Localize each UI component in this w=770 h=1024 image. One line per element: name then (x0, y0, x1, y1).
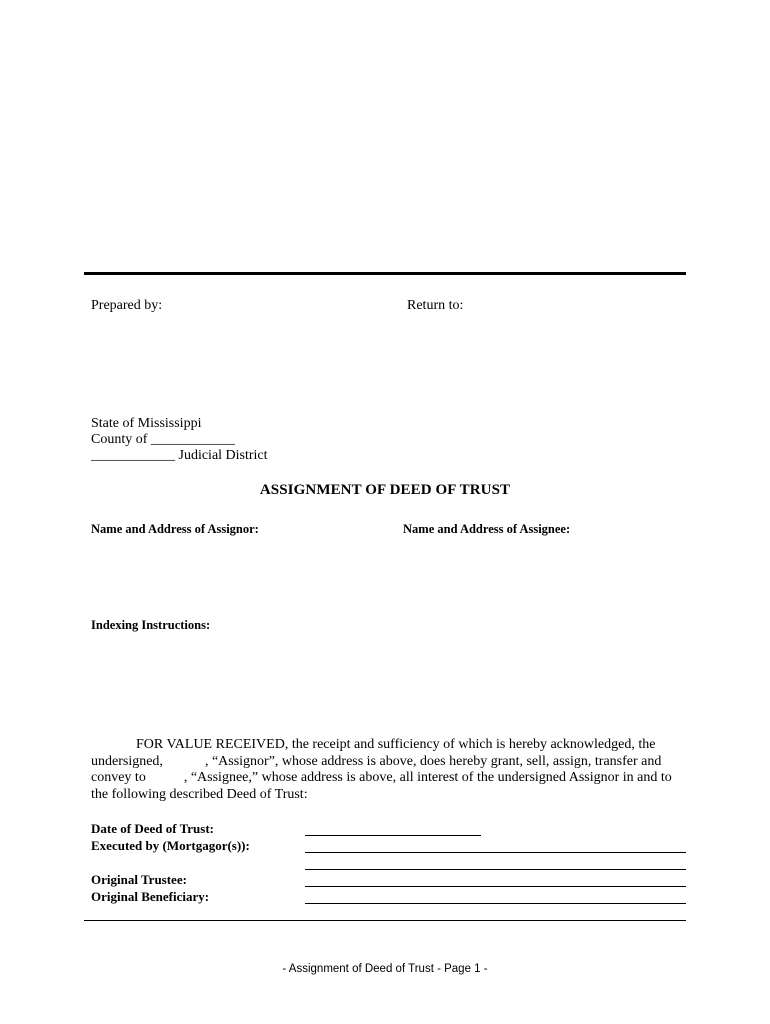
body-line-4: the following described Deed of Trust: (91, 786, 308, 802)
assignor-label: Name and Address of Assignor: (91, 522, 259, 536)
body-line-1: FOR VALUE RECEIVED, the receipt and sufficiency of which is hereby acknowledged, the (136, 737, 656, 752)
indexing-instructions-label: Indexing Instructions: (91, 618, 211, 632)
executed-by-label: Executed by (Mortgagor(s)): (91, 838, 250, 853)
executed-by-field[interactable] (305, 852, 686, 853)
original-beneficiary-field[interactable] (305, 903, 686, 904)
assignee-label: Name and Address of Assignee: (403, 522, 571, 536)
body-line-3-start: convey to (91, 770, 146, 785)
document-title: ASSIGNMENT OF DEED OF TRUST (259, 482, 511, 498)
executed-by-field-2[interactable] (305, 869, 686, 870)
conveyance-paragraph (91, 737, 691, 803)
body-line-3-end: , “Assignee,” whose address is above, all interest of the undersigned Assignor in and to (183, 770, 672, 785)
original-beneficiary-label: Original Beneficiary: (91, 889, 210, 904)
date-of-deed-field[interactable] (305, 835, 481, 836)
bottom-divider (84, 920, 686, 921)
page-footer: - Assignment of Deed of Trust - Page 1 - (282, 963, 488, 975)
body-line-2-start: undersigned, (91, 753, 163, 769)
state-line: State of Mississippi (91, 416, 202, 431)
top-divider (84, 272, 686, 275)
district-line: ____________ Judicial District (91, 448, 268, 463)
original-trustee-field[interactable] (305, 886, 686, 887)
original-trustee-label: Original Trustee: (91, 872, 187, 887)
return-to-label: Return to: (407, 298, 464, 313)
prepared-by-label: Prepared by: (91, 298, 163, 313)
county-line: County of ____________ (91, 432, 235, 447)
body-line-2-end: , “Assignor”, whose address is above, does hereby grant, sell, assign, transfer and (204, 753, 662, 769)
date-of-deed-label: Date of Deed of Trust: (91, 821, 214, 836)
